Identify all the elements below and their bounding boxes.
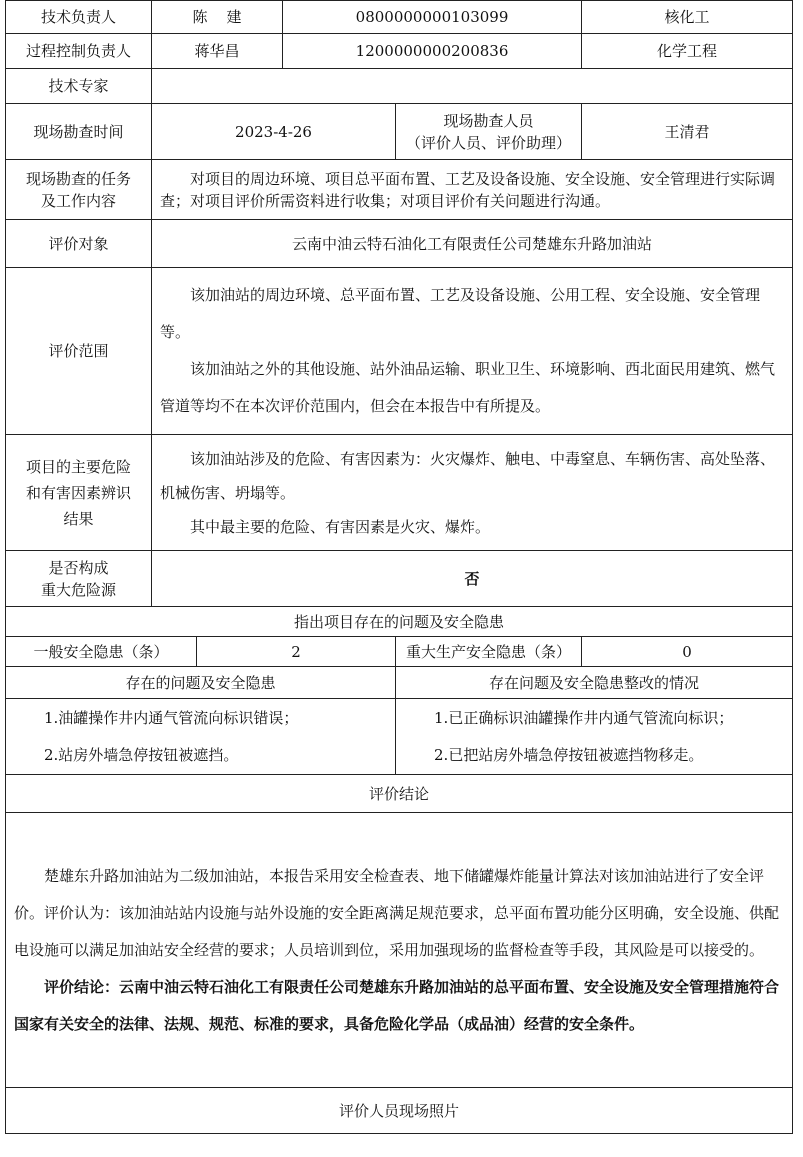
major-hazard-row: [6, 551, 793, 607]
issues-header-row: [6, 667, 793, 699]
hazards-paragraph-1: 该加油站涉及的危险、有害因素为：火灾爆炸、触电、中毒窒息、车辆伤害、高处坠落、机械伤害、坍塌等。: [160, 449, 776, 502]
problems-column-header: 存在的问题及安全隐患: [6, 667, 396, 699]
hazards-paragraph-2: 其中最主要的危险、有害因素是火灾、爆炸。: [190, 517, 491, 536]
target-row: [6, 220, 793, 268]
general-hazard-count: 2: [197, 637, 396, 667]
problem-item: 1.油罐操作井内通气管流向标识错误；: [44, 708, 299, 727]
conclusion-title: 评价结论: [6, 775, 793, 813]
expert-row: [6, 69, 793, 104]
issues-title-row: [6, 607, 793, 637]
evaluation-document: [5, 0, 792, 1134]
survey-time-label: 现场勘查时间: [6, 104, 152, 160]
major-hazard-count-label: 重大生产安全隐患（条）: [396, 637, 582, 667]
survey-people-label-line-2: （评价人员、评价助理）: [406, 133, 572, 152]
tech-lead-name: 陈 建: [152, 1, 283, 34]
tech-lead-major: 核化工: [582, 1, 793, 34]
fix-item: 1.已正确标识油罐操作井内通气管流向标识；: [434, 708, 734, 727]
survey-time-value: 2023-4-26: [152, 104, 396, 160]
survey-people-label-line-1: 现场勘查人员: [443, 111, 534, 130]
process-lead-label: 过程控制负责人: [6, 34, 152, 69]
scope-paragraph-1: 该加油站的周边环境、总平面布置、工艺及设备设施、公用工程、安全设施、安全管理等。: [160, 286, 761, 341]
evaluation-table: [5, 0, 793, 1134]
survey-people-value: 王清君: [582, 104, 793, 160]
issues-title: 指出项目存在的问题及安全隐患: [6, 607, 793, 637]
survey-people-label: [396, 104, 582, 160]
hazards-content: [152, 435, 793, 551]
scope-row: [6, 268, 793, 435]
task-label-line-2: 及工作内容: [40, 191, 116, 210]
scope-content: [152, 268, 793, 435]
major-hazard-count: 0: [582, 637, 793, 667]
conclusion-content: [6, 813, 793, 1088]
photos-title-row: [6, 1088, 793, 1134]
task-text: 对项目的周边环境、项目总平面布置、工艺及设备设施、安全设施、安全管理进行实际调查；对项目评价所需资料进行收集；对项目评价有关问题进行沟通。: [160, 169, 776, 210]
task-content: [152, 160, 793, 220]
task-row: [6, 160, 793, 220]
fixes-list: [396, 699, 793, 775]
hazards-label-line-2: 和有害因素辨识: [25, 483, 131, 502]
scope-paragraph-2: 该加油站之外的其他设施、站外油品运输、职业卫生、环境影响、西北面民用建筑、燃气管道等均不在本次评价范围内，但会在本报告中有所提及。: [160, 360, 776, 415]
task-label: [6, 160, 152, 220]
conclusion-content-row: [6, 813, 793, 1088]
hazards-label-line-3: 结果: [63, 509, 94, 528]
problem-item: 2.站房外墙急停按钮被遮挡。: [44, 745, 239, 764]
process-lead-row: [6, 34, 793, 69]
major-hazard-value: 否: [152, 551, 793, 607]
major-hazard-label-line-1: 是否构成: [48, 558, 109, 577]
general-hazard-label: 一般安全隐患（条）: [6, 637, 197, 667]
major-hazard-label-line-2: 重大危险源: [40, 580, 116, 599]
hazards-label: [6, 435, 152, 551]
target-label: 评价对象: [6, 220, 152, 268]
task-label-line-1: 现场勘查的任务: [25, 169, 131, 188]
scope-label: 评价范围: [6, 268, 152, 435]
conclusion-paragraph-1: 楚雄东升路加油站为二级加油站，本报告采用安全检查表、地下储罐爆炸能量计算法对该加油站进行了安全评价。评价认为：该加油站站内设施与站外设施的安全距离满足规范要求，总平面布置功能分区明确，安全设施、供配电设施可以满足加油站安全经营的要求；人员培训到位，采用加强现场的监督检查等手段，其风险是可以接受的。: [14, 866, 780, 959]
photos-title: 评价人员现场照片: [6, 1088, 793, 1134]
fix-item: 2.已把站房外墙急停按钮被遮挡物移走。: [434, 745, 704, 764]
conclusion-title-row: [6, 775, 793, 813]
conclusion-paragraph-2: 评价结论：云南中油云特石油化工有限责任公司楚雄东升路加油站的总平面布置、安全设施及安全管理措施符合国家有关安全的法律、法规、规范、标准的要求，具备危险化学品（成品油）经营的安全条件。: [14, 977, 780, 1033]
hazards-row: [6, 435, 793, 551]
process-lead-name: 蒋华昌: [152, 34, 283, 69]
tech-lead-cert: 0800000000103099: [283, 1, 582, 34]
fixes-column-header: 存在问题及安全隐患整改的情况: [396, 667, 793, 699]
target-value: 云南中油云特石油化工有限责任公司楚雄东升路加油站: [152, 220, 793, 268]
issues-count-row: [6, 637, 793, 667]
process-lead-major: 化学工程: [582, 34, 793, 69]
major-hazard-label: [6, 551, 152, 607]
hazards-label-line-1: 项目的主要危险: [25, 457, 131, 476]
issues-content-row: [6, 699, 793, 775]
tech-lead-row: [6, 1, 793, 34]
problems-list: [6, 699, 396, 775]
expert-value: [152, 69, 793, 104]
expert-label: 技术专家: [6, 69, 152, 104]
tech-lead-label: 技术负责人: [6, 1, 152, 34]
process-lead-cert: 1200000000200836: [283, 34, 582, 69]
survey-row: [6, 104, 793, 160]
